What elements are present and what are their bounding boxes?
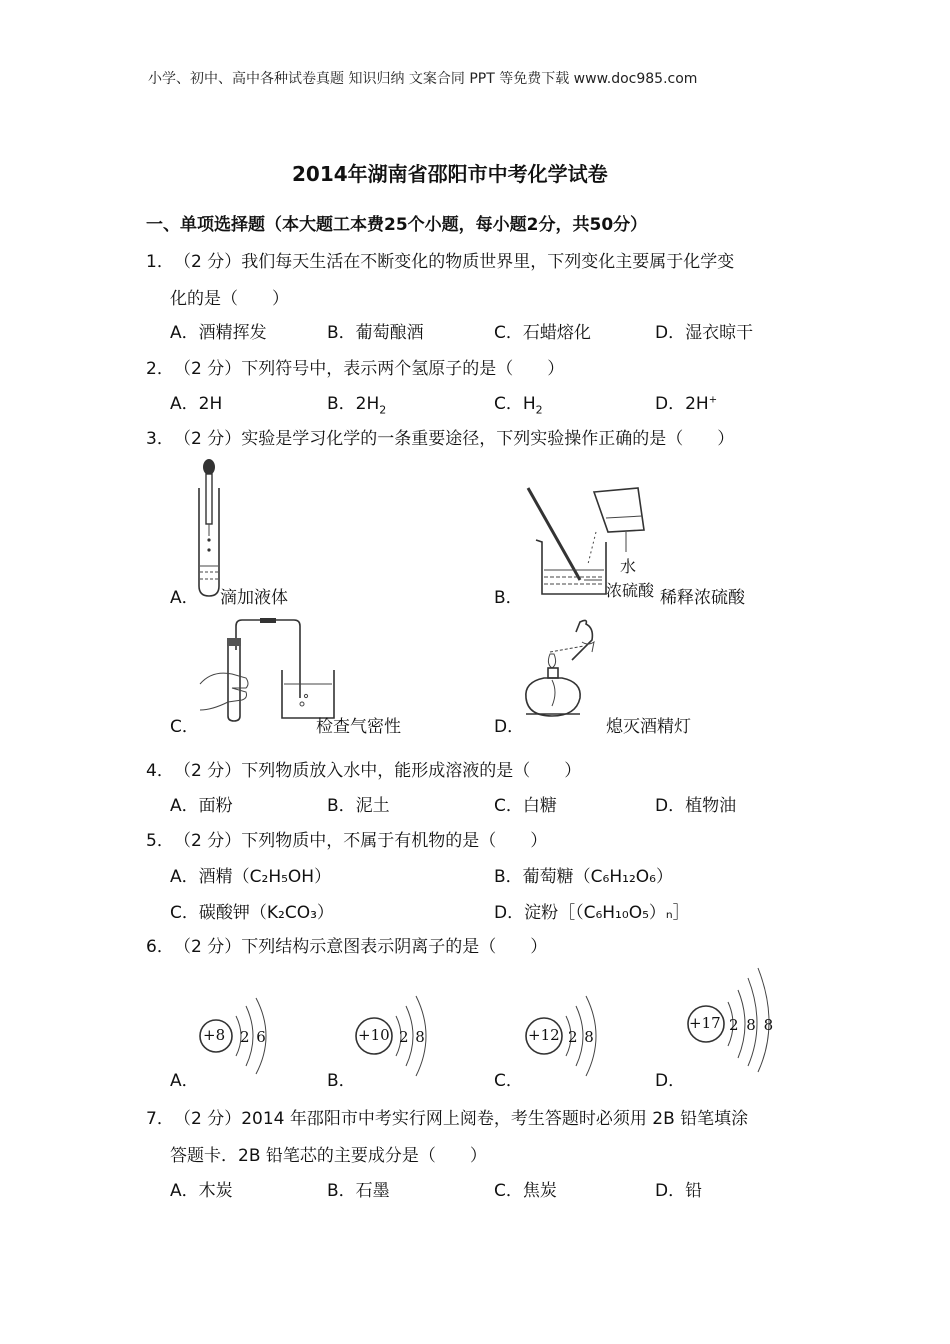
airtightness-figure	[198, 618, 340, 722]
question-number: 6．	[146, 937, 174, 957]
option-d: D．	[655, 1071, 686, 1091]
option-a: A．2H	[170, 394, 223, 414]
option-c: C．白糖	[494, 796, 557, 816]
option-b: B．葡萄糖（C₆H₁₂O₆）	[494, 867, 673, 887]
question-text: （2 分）下列物质中，不属于有机物的是（ ）	[174, 831, 548, 851]
option-b: B．泥土	[327, 796, 390, 816]
atom-shells-a: 2 6	[240, 1028, 266, 1046]
option-c: C．石蜡熔化	[494, 323, 591, 343]
alcohol-lamp-figure	[522, 620, 612, 720]
water-label: 水	[620, 557, 637, 576]
question-number: 2．	[146, 359, 174, 379]
atom-nucleus-a: +8	[203, 1026, 226, 1044]
option-a: A．面粉	[170, 796, 233, 816]
dropper-test-tube-figure	[195, 458, 235, 600]
question-text: （2 分）我们每天生活在不断变化的物质世界里，下列变化主要属于化学变	[174, 252, 735, 272]
question-text: （2 分）下列结构示意图表示阴离子的是（ ）	[174, 937, 548, 957]
option-c: C．碳酸钾（K₂CO₃）	[170, 903, 334, 923]
atom-shells-c: 2 8	[568, 1028, 594, 1046]
option-d: D．植物油	[655, 796, 737, 816]
option-d: D．淀粉［（C₆H₁₀O₅）ₙ］	[494, 903, 690, 923]
question-text-cont: 化的是（ ）	[170, 289, 289, 309]
question-text: （2 分）下列物质放入水中，能形成溶液的是（ ）	[174, 761, 582, 781]
option-b: B．葡萄酿酒	[327, 323, 424, 343]
question-number: 5．	[146, 831, 174, 851]
atom-nucleus-b: +10	[358, 1026, 390, 1044]
option-d: D．	[494, 717, 525, 737]
option-c: C．	[494, 1071, 523, 1091]
option-d-caption: 熄灭酒精灯	[606, 717, 691, 737]
option-a: A．酒精（C₂H₅OH）	[170, 867, 332, 887]
atom-shells-d: 2 8 8	[729, 1016, 774, 1034]
option-a: A．木炭	[170, 1181, 233, 1201]
option-a: A．酒精挥发	[170, 323, 267, 343]
option-a-caption: 滴加液体	[220, 588, 288, 608]
option-b: B．$2H_2$	[327, 394, 387, 417]
option-c-caption: 检查气密性	[316, 717, 401, 737]
page-title: 2014年湖南省邵阳市中考化学试卷	[292, 162, 608, 186]
acid-label: 浓硫酸	[606, 581, 655, 600]
option-d: D．湿衣晾干	[655, 323, 754, 343]
question-number: 1．	[146, 252, 174, 272]
question-text-cont: 答题卡．2B 铅笔芯的主要成分是（ ）	[170, 1146, 487, 1166]
option-b: B．石墨	[327, 1181, 390, 1201]
question-text: （2 分）2014 年邵阳市中考实行网上阅卷，考生答题时必须用 2B 铅笔填涂	[174, 1109, 749, 1129]
question-text: （2 分）下列符号中，表示两个氢原子的是（ ）	[174, 359, 565, 379]
atom-nucleus-c: +12	[528, 1026, 560, 1044]
option-d: D．铅	[655, 1181, 703, 1201]
question-text: （2 分）实验是学习化学的一条重要途径，下列实验操作正确的是（ ）	[174, 429, 735, 449]
option-c: C．	[170, 717, 199, 737]
option-b: B．	[327, 1071, 356, 1091]
option-d: D．2H+	[655, 394, 718, 414]
option-b-caption: 稀释浓硫酸	[660, 588, 745, 608]
atom-shells-b: 2 8	[399, 1028, 425, 1046]
option-a: A．	[170, 588, 199, 608]
section-heading: 一、单项选择题（本大题工本费25个小题，每小题2分，共50分）	[146, 215, 648, 235]
option-c: C．焦炭	[494, 1181, 557, 1201]
option-c: C．$H_2$	[494, 394, 543, 417]
option-b: B．	[494, 588, 523, 608]
question-number: 7．	[146, 1109, 174, 1129]
page-header: 小学、初中、高中各种试卷真题 知识归纳 文案合同 PPT 等免费下载 www.doc985.com	[148, 71, 698, 87]
question-number: 3．	[146, 429, 174, 449]
atom-nucleus-d: +17	[689, 1014, 721, 1032]
option-a: A．	[170, 1071, 199, 1091]
question-number: 4．	[146, 761, 174, 781]
